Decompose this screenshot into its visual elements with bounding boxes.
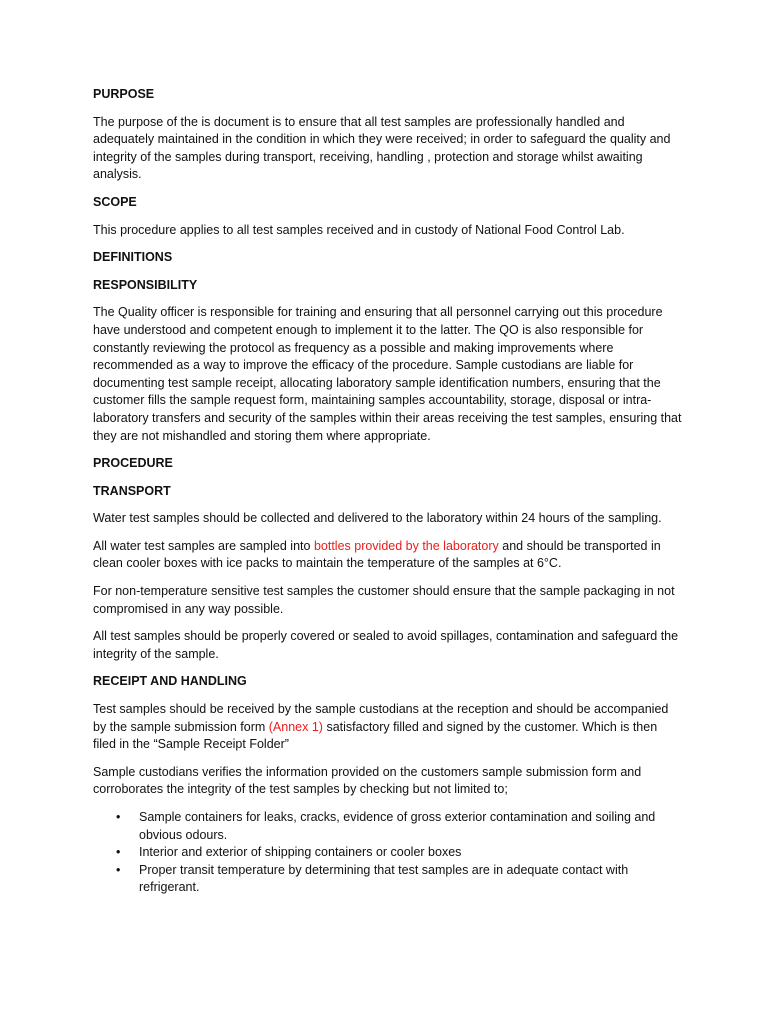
transport-paragraph-2-end: and should be transported in clean cooler boxes with ice packs to maintain the temperature of the samples at 6°C.: [93, 538, 661, 571]
transport-paragraph-1: Water test samples should be collected and delivered to the laboratory within 24 hours of the sampling.: [93, 511, 662, 526]
transport-paragraph-3: For non-temperature sensitive test samples the customer should ensure that the sample packaging in not compromised in any way possible.: [93, 584, 675, 616]
receipt-paragraph-2: Sample custodians verifies the information provided on the customers sample submission form and corroborates the integrity of the test samples by checking but not limited to;: [93, 764, 642, 797]
transport-paragraph-2: [93, 538, 683, 573]
bullet-icon: •: [116, 810, 121, 824]
receipt-heading: RECEIPT AND HANDLING: [93, 674, 247, 689]
list-item-text: Interior and exterior of shipping containers or cooler boxes: [139, 845, 462, 860]
transport-paragraph-2-start: All water test samples are sampled into: [93, 538, 314, 553]
list-item-text: Proper transit temperature by determining that test samples are in adequate contact with refrigerant.: [139, 862, 629, 895]
bullet-icon: •: [116, 862, 121, 877]
responsibility-heading: RESPONSIBILITY: [93, 277, 198, 292]
definitions-heading: DEFINITIONS: [93, 250, 173, 265]
list-item-text: Sample containers for leaks, cracks, evidence of gross exterior contamination and soiling and obvious odours.: [139, 810, 656, 842]
receipt-paragraph-1: [93, 701, 683, 754]
annex-1-link[interactable]: (Annex 1): [268, 719, 323, 734]
inspection-checklist: [93, 809, 683, 897]
scope-text: This procedure applies to all test samples received and in custody of National Food Control Lab.: [93, 222, 625, 237]
responsibility-text: The Quality officer is responsible for training and ensuring that all personnel carrying out this procedure have understood and competent enough to implement it to the latter. The QO is also responsible for constantly reviewing the protocol as frequency as a possible and making improvements where recommended as a way to improve the efficacy of the procedure. Sample custodians are liable for documenting test sample receipt, allocating laboratory sample identification numbers, ensuring that the customer fills the sample request form, maintaining samples accountability, storage, disposal or intra-laboratory transfers and security of the samples within their areas receiving the test samples, ensuring that they are not mishandled and storing them where appropriate.: [93, 305, 682, 443]
receipt-paragraph-1-end: satisfactory filled and signed by the customer. Which is then filed in the “Sample Receipt Folder”: [93, 719, 658, 752]
transport-paragraph-4: All test samples should be properly covered or sealed to avoid spillages, contamination and safeguard the integrity of the sample.: [93, 629, 679, 661]
list-item: [93, 844, 683, 862]
list-item: [93, 809, 683, 844]
list-item: [93, 862, 683, 897]
scope-heading: SCOPE: [93, 194, 137, 209]
bullet-icon: •: [116, 845, 121, 860]
transport-heading: TRANSPORT: [93, 483, 171, 498]
receipt-paragraph-1-start: Test samples should be received by the sample custodians at the reception and should be accompanied by the sample submission form: [93, 702, 669, 734]
document-page: [93, 86, 683, 897]
procedure-heading: PROCEDURE: [93, 456, 173, 471]
purpose-heading: PURPOSE: [93, 87, 155, 101]
bottles-provided-link[interactable]: bottles provided by the laboratory: [313, 538, 499, 553]
purpose-text: The purpose of the is document is to ensure that all test samples are professionally handled and adequately maintained in the condition in which they were received; in order to safeguard the quality and integrity of the samples during transport, receiving, handling , protection and storage whilst awaiting analysis.: [93, 114, 671, 182]
